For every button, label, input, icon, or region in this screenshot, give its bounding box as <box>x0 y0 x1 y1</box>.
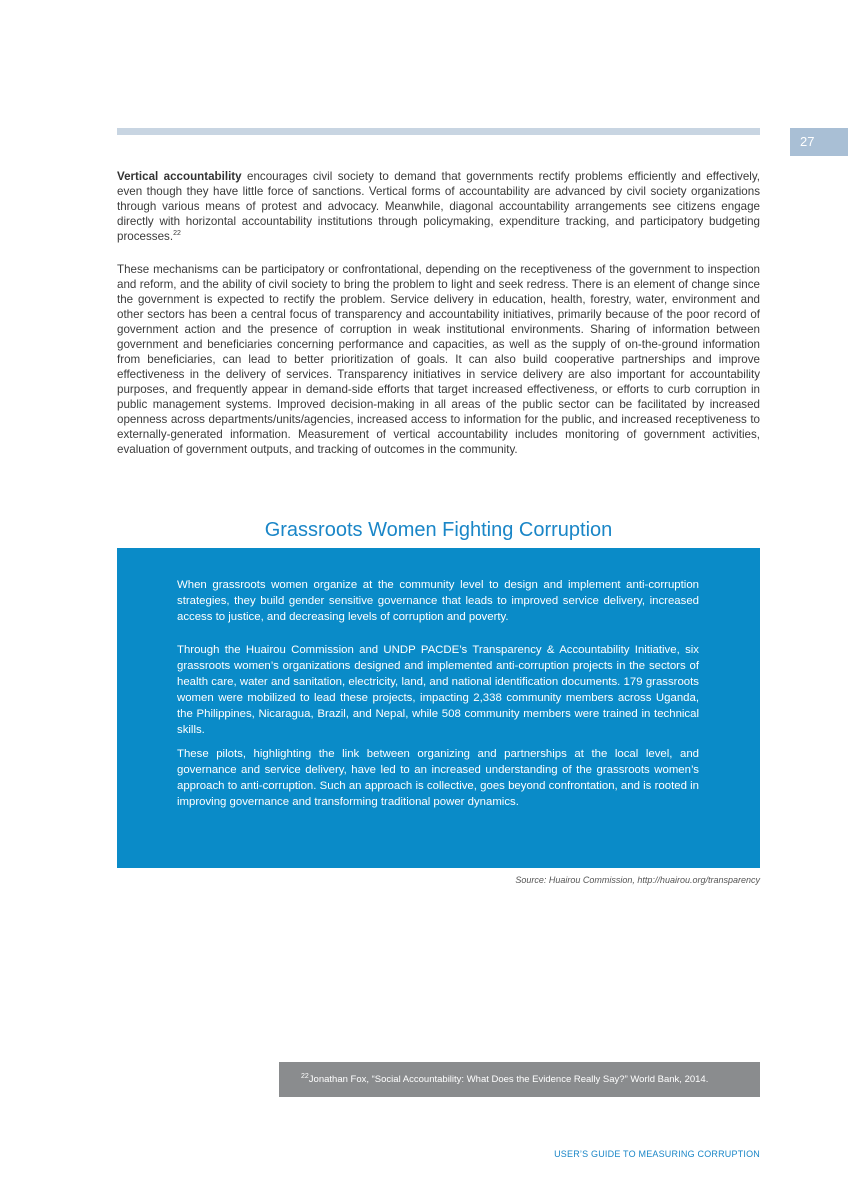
footnote <box>279 1062 760 1097</box>
box-paragraph-1: When grassroots women organize at the community level to design and implement anti-corruption strategies, they build gender sensitive governance that leads to improved service delivery, increased access to justice, and decreasing levels of corruption and poverty. <box>177 579 699 623</box>
box-title: Grassroots Women Fighting Corruption <box>264 519 613 541</box>
footnote-number: 22 <box>301 1072 309 1080</box>
paragraph-vertical-accountability <box>117 169 760 244</box>
page-number: 27 <box>790 128 848 156</box>
paragraph-mechanisms: These mechanisms can be participatory or confrontational, depending on the receptiveness of the government to inspection and reform, and the ability of civil society to bring the problem to light and seek redress. There is an element of change since the government is expected to rectify the problem. Service delivery in education, health, forestry, water, environment and other sectors has been a central focus of transparency and accountability initiatives, primarily because of the poor record of government action and the presence of corruption in weak institutional environments. Sharing of information between government and beneficiaries concerning performance and capacities, as well as the supply of on-the-ground information from beneficiaries, can lead to better prioritization of goals. It can also build cooperative partnerships and improve effectiveness in the delivery of services. Transparency initiatives in service delivery are also important for accountability purposes, and frequently appear in demand-side efforts that target increased effectiveness, or efforts to curb corruption in public management systems. Improved decision-making in all areas of the public sector can be facilitated by increased openness across departments/units/agencies, increased access to information for the public, and increased receptiveness to externally-generated information. Measurement of vertical accountability includes monitoring of government activities, evaluation of government outputs, and tracking of outcomes in the community. <box>117 263 760 456</box>
box-paragraph-3: These pilots, highlighting the link between organizing and partnerships at the local level, and governance and service delivery, have led to an increased understanding of the grassroots women’s approach to anti-corruption. Such an approach is collective, goes beyond confrontation, and is rooted in improving governance and transforming traditional power dynamics. <box>177 748 699 808</box>
footnote-text: Jonathan Fox, “Social Accountability: What Does the Evidence Really Say?” World Bank, 2014. <box>308 1074 709 1085</box>
box-paragraph-2: Through the Huairou Commission and UNDP PACDE’s Transparency & Accountability Initiative, six grassroots women’s organizations designed and implemented anti-corruption projects in the sectors of health care, water and sanitation, electricity, land, and national identification documents. 179 grassroots women were mobilized to lead these projects, impacting 2,338 community members across Uganda, the Philippines, Nicaragua, Brazil, and Nepal, while 508 community members were trained in technical skills. <box>177 644 699 736</box>
source-note: Source: Huairou Commission, http://huairou.org/transparency <box>515 875 760 885</box>
case-study-box <box>117 548 760 868</box>
paragraph-text: encourages civil society to demand that governments rectify problems efficiently and effectively, even though they have little force of sanctions. Vertical forms of accountability are advanced by civil society organizations through various means of protest and advocacy. Meanwhile, diagonal accountability arrangements see citizens engage directly with horizontal accountability institutions through policymaking, expenditure tracking, and participatory budgeting processes. <box>117 170 760 243</box>
footnote-ref[interactable]: 22 <box>173 230 181 238</box>
header-rule <box>117 128 760 135</box>
running-footer: USER’S GUIDE TO MEASURING CORRUPTION <box>554 1149 760 1159</box>
term-vertical-accountability: Vertical accountability <box>117 170 242 183</box>
